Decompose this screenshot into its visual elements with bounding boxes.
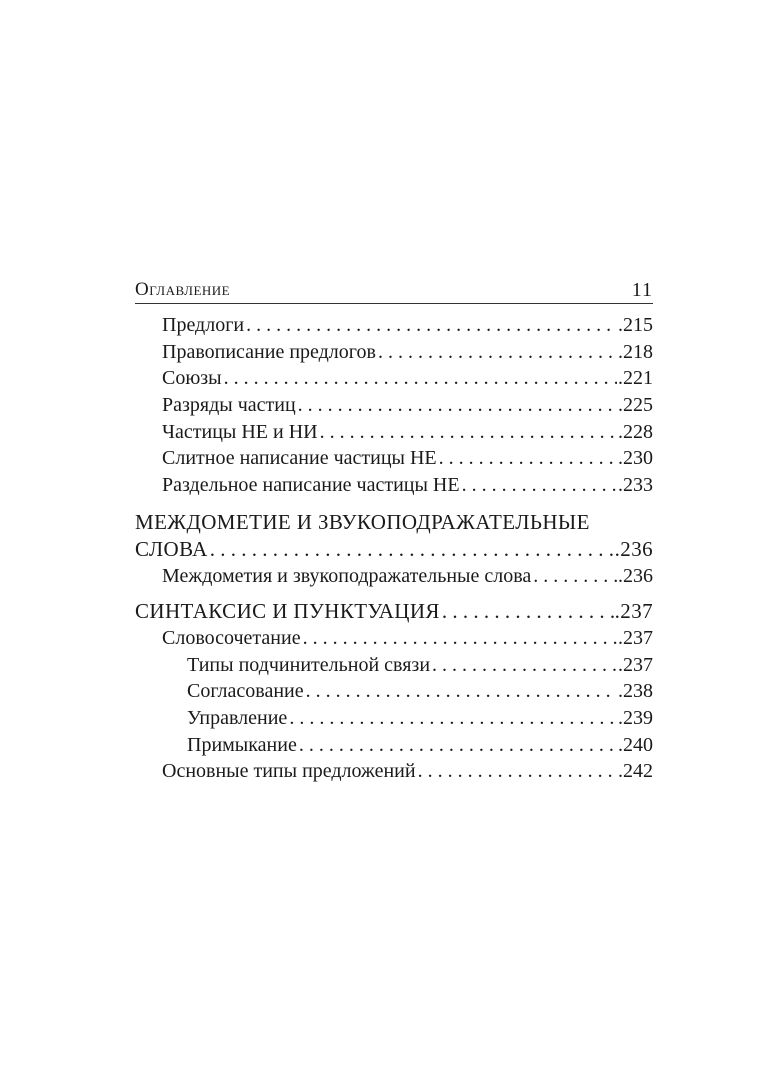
toc-entry[interactable]: [135, 366, 653, 393]
dot-leader: [246, 313, 617, 337]
table-of-contents: [135, 313, 653, 786]
toc-entry[interactable]: [135, 393, 653, 420]
toc-entry-page: .230: [618, 447, 653, 470]
toc-entry-page: .233: [618, 474, 653, 497]
dot-leader: [533, 564, 617, 588]
toc-subentry[interactable]: [135, 733, 653, 760]
section-heading: СИНТАКСИС И ПУНКТУАЦИЯ: [135, 599, 440, 624]
dot-leader: [210, 537, 614, 561]
toc-entry-page: .238: [618, 680, 653, 703]
toc-entry-label: Примыкание: [187, 733, 297, 756]
section-heading-line2: СЛОВА: [135, 536, 208, 561]
toc-entry[interactable]: [135, 420, 653, 447]
dot-leader: [303, 626, 617, 650]
toc-subentry[interactable]: [135, 679, 653, 706]
toc-entry-label: Управление: [187, 706, 288, 729]
dot-leader: [306, 679, 617, 703]
section-heading-entry[interactable]: [135, 537, 653, 564]
dot-leader: [299, 733, 617, 757]
running-head: [135, 276, 653, 304]
dot-leader: [418, 759, 617, 783]
dot-leader: [289, 706, 617, 730]
toc-entry-page: .221: [618, 367, 653, 390]
toc-entry[interactable]: [135, 564, 653, 591]
running-head-title: Оглавление: [135, 279, 231, 300]
dot-leader: [298, 393, 617, 417]
toc-entry-page: .240: [618, 733, 653, 756]
toc-entry-page: .236: [618, 564, 653, 587]
page-number: 11: [631, 279, 653, 301]
toc-entry-label: Основные типы предложений: [162, 760, 416, 783]
toc-entry-page: .228: [618, 420, 653, 443]
toc-entry-label: Предлоги: [162, 314, 245, 336]
page: [135, 276, 653, 786]
toc-entry-label: Типы подчинительной связи: [187, 653, 431, 676]
toc-entry-label: Раздельное написание частицы НЕ: [162, 474, 460, 497]
toc-entry-page: .242: [618, 760, 653, 783]
dot-leader: [224, 366, 617, 390]
dot-leader: [378, 340, 617, 364]
toc-entry[interactable]: [135, 626, 653, 653]
toc-entry-label: Слитное написание частицы НЕ: [162, 447, 437, 470]
toc-subentry[interactable]: [135, 653, 653, 680]
dot-leader: [439, 446, 617, 470]
toc-entry-page: .236: [614, 536, 653, 561]
toc-entry[interactable]: [135, 473, 653, 500]
toc-entry-label: Междометия и звукоподражательные слова: [162, 564, 532, 587]
toc-entry-page: .237: [614, 599, 653, 624]
toc-entry-page: .225: [618, 394, 653, 417]
toc-entry[interactable]: [135, 446, 653, 473]
toc-entry[interactable]: [135, 313, 653, 340]
toc-entry[interactable]: [135, 340, 653, 367]
toc-entry-label: Союзы: [162, 367, 222, 390]
toc-entry-page: .239: [618, 706, 653, 729]
toc-subentry[interactable]: [135, 706, 653, 733]
toc-entry[interactable]: [135, 759, 653, 786]
toc-entry-page: .218: [618, 340, 653, 363]
dot-leader: [432, 653, 617, 677]
section-heading-entry[interactable]: [135, 599, 653, 626]
toc-entry-label: Частицы НЕ и НИ: [162, 420, 318, 443]
section-heading-line1[interactable]: МЕЖДОМЕТИЕ И ЗВУКОПОДРАЖАТЕЛЬНЫЕ: [135, 509, 590, 534]
toc-entry-page: .237: [618, 626, 653, 649]
toc-entry-label: Согласование: [187, 680, 304, 703]
toc-entry-label: Правописание предлогов: [162, 340, 376, 363]
dot-leader: [442, 599, 614, 623]
toc-entry-page: .215: [618, 314, 653, 336]
toc-entry-label: Словосочетание: [162, 626, 301, 649]
toc-entry-page: .237: [618, 653, 653, 676]
dot-leader: [320, 420, 617, 444]
dot-leader: [462, 473, 617, 497]
toc-entry-label: Разряды частиц: [162, 394, 296, 417]
